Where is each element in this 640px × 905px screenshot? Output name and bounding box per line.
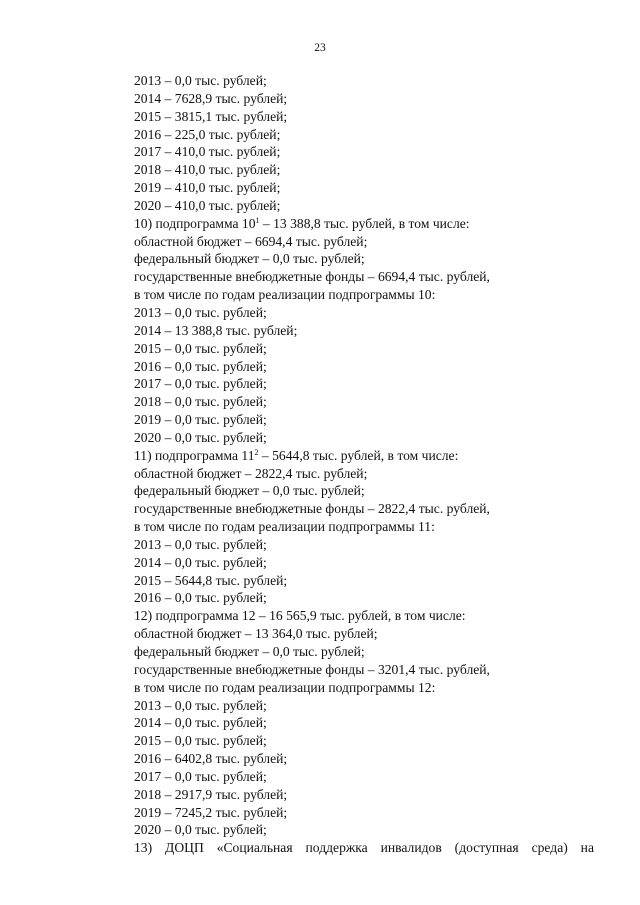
text-line (134, 447, 594, 465)
text-line: государственные внебюджетные фонды – 3201,4 тыс. рублей, (134, 661, 490, 677)
text-line: федеральный бюджет – 0,0 тыс. рублей; (134, 644, 365, 659)
document-body (134, 72, 594, 857)
text-line: 2020 – 410,0 тыс. рублей; (134, 197, 281, 213)
line-text-post: – 5644,8 тыс. рублей, в том числе: (258, 447, 459, 463)
line-text-pre: 10) подпрограмма 10 (134, 215, 256, 231)
text-line: 2020 – 0,0 тыс. рублей; (134, 429, 267, 445)
text-line: 2013 – 0,0 тыс. рублей; (134, 536, 267, 552)
text-line: в том числе по годам реализации подпрограммы 10: (134, 287, 436, 303)
text-line: 2015 – 5644,8 тыс. рублей; (134, 572, 288, 588)
text-line: 2016 – 6402,8 тыс. рублей; (134, 751, 288, 767)
text-line: 2016 – 0,0 тыс. рублей; (134, 358, 267, 374)
text-line: 2013 – 0,0 тыс. рублей; (134, 304, 267, 320)
text-line: государственные внебюджетные фонды – 2822,4 тыс. рублей, (134, 501, 490, 517)
text-line: 2015 – 0,0 тыс. рублей; (134, 340, 267, 356)
superscript-index: 1 (255, 215, 260, 225)
text-line: 2016 – 0,0 тыс. рублей; (134, 590, 267, 606)
text-line: 2016 – 225,0 тыс. рублей; (134, 126, 281, 142)
text-line: в том числе по годам реализации подпрограммы 11: (134, 519, 435, 535)
text-line: 2019 – 410,0 тыс. рублей; (134, 180, 281, 196)
text-line: 2019 – 7245,2 тыс. рублей; (134, 804, 288, 820)
text-line: 2014 – 13 388,8 тыс. рублей; (134, 322, 298, 338)
text-line: 2017 – 0,0 тыс. рублей; (134, 768, 267, 784)
text-line: 2015 – 3815,1 тыс. рублей; (134, 108, 288, 124)
text-line (134, 215, 594, 233)
line-text-pre: 11) подпрограмма 11 (134, 447, 255, 463)
text-line: 2020 – 0,0 тыс. рублей; (134, 822, 267, 838)
text-line: 2014 – 7628,9 тыс. рублей; (134, 90, 288, 106)
text-line: государственные внебюджетные фонды – 6694,4 тыс. рублей, (134, 269, 490, 285)
text-line: 2018 – 2917,9 тыс. рублей; (134, 786, 288, 802)
text-line: 12) подпрограмма 12 – 16 565,9 тыс. рублей, в том числе: (134, 608, 466, 624)
text-line: 2017 – 0,0 тыс. рублей; (134, 376, 267, 392)
text-line: 2019 – 0,0 тыс. рублей; (134, 412, 267, 428)
text-line: федеральный бюджет – 0,0 тыс. рублей; (134, 483, 365, 499)
text-line: федеральный бюджет – 0,0 тыс. рублей; (134, 251, 365, 267)
text-line: 13) ДОЦП «Социальная поддержка инвалидов (доступная среда) на (134, 840, 594, 856)
text-line: 2018 – 0,0 тыс. рублей; (134, 394, 267, 410)
superscript-index: 2 (254, 447, 259, 457)
text-line: 2018 – 410,0 тыс. рублей; (134, 162, 281, 178)
text-line: 2015 – 0,0 тыс. рублей; (134, 733, 267, 749)
text-line: 2014 – 0,0 тыс. рублей; (134, 554, 267, 570)
text-line: 2013 – 0,0 тыс. рублей; (134, 697, 267, 713)
page-number: 23 (314, 42, 326, 54)
text-line: областной бюджет – 13 364,0 тыс. рублей; (134, 626, 378, 642)
text-line: 2014 – 0,0 тыс. рублей; (134, 715, 267, 731)
text-line: 2013 – 0,0 тыс. рублей; (134, 73, 267, 88)
text-line: 2017 – 410,0 тыс. рублей; (134, 144, 281, 160)
line-text-post: – 13 388,8 тыс. рублей, в том числе: (259, 215, 470, 231)
text-line: областной бюджет – 6694,4 тыс. рублей; (134, 233, 368, 249)
text-line: в том числе по годам реализации подпрограммы 12: (134, 679, 436, 695)
text-line: областной бюджет – 2822,4 тыс. рублей; (134, 465, 368, 481)
